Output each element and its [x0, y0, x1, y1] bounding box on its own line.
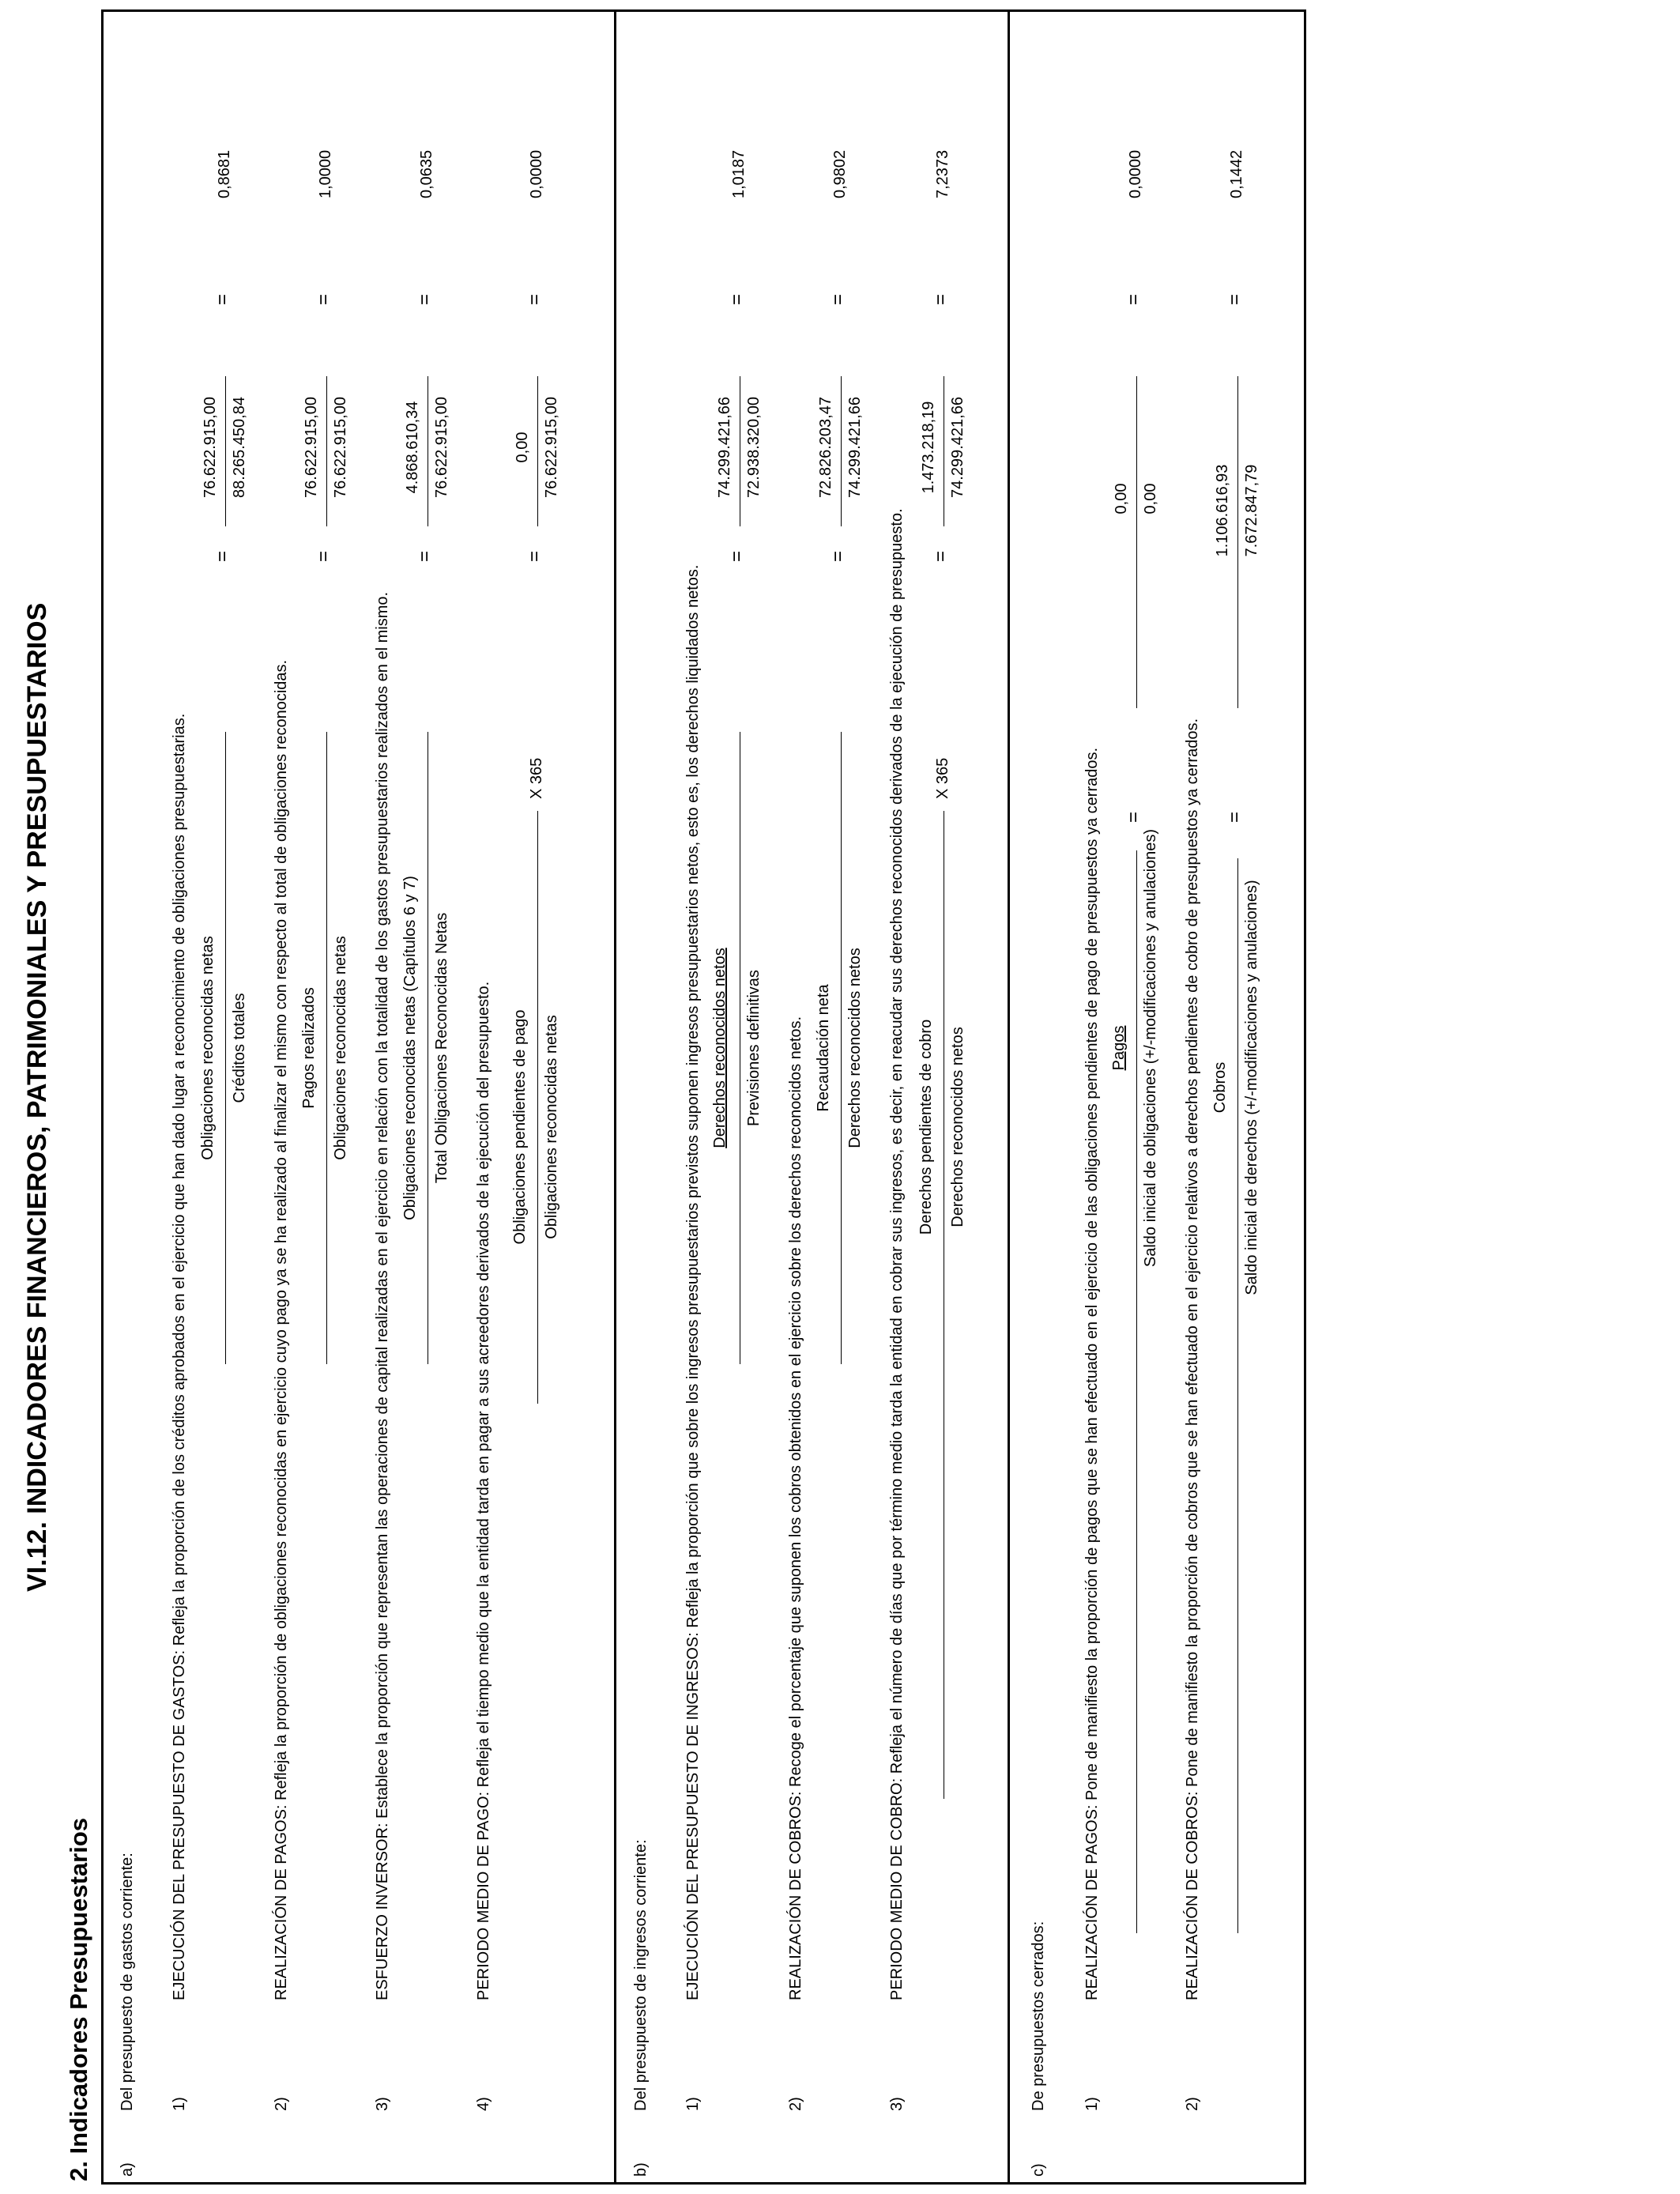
- item-b3-numerator-label: Derechos pendientes de cobro: [917, 1019, 935, 1235]
- item-c1-numerator-value: 0,00: [1113, 483, 1130, 515]
- item-a2-numerator-label: Pagos realizados: [300, 987, 318, 1109]
- section-divider-ab: [614, 9, 616, 2185]
- item-b2-numerator-label: Recaudación neta: [815, 984, 832, 1112]
- item-b2-number: 2): [787, 2097, 804, 2111]
- section-a-label: Del presupuesto de gastos corriente:: [119, 1853, 136, 2111]
- item-b2-equals-2: =: [827, 293, 849, 305]
- item-a1-fraction-bar: [225, 732, 226, 1364]
- item-a4-description: PERIODO MEDIO DE PAGO: Refleja el tiempo medio que la entidad tarda en pagar a sus acreedores derivados de la ejecución del presupuesto.: [475, 981, 492, 2000]
- item-a4-denominator-label: Obligaciones reconocidas netas: [543, 1015, 560, 1239]
- item-a1-equals-2: =: [212, 293, 233, 305]
- item-a1-numerator-value: 76.622.915,00: [202, 397, 219, 498]
- section-divider-bc: [1008, 9, 1010, 2185]
- page-title: VI.12. INDICADORES FINANCIEROS, PATRIMONIALES Y PRESUPUESTARIOS: [22, 602, 52, 1592]
- section-subtitle: 2. Indicadores Presupuestarios: [65, 1817, 92, 2181]
- item-a3-equals: =: [414, 550, 435, 562]
- item-a3-numerator-value: 4.868.610,34: [404, 401, 421, 494]
- item-c1-numerator-label: Pagos: [1110, 1025, 1128, 1071]
- item-a4-equals: =: [524, 550, 545, 562]
- item-a2-denominator-value: 76.622.915,00: [332, 397, 349, 498]
- item-a4-value-bar: [537, 376, 538, 526]
- item-c2-description: REALIZACIÓN DE COBROS: Pone de manifiesto la proporción de cobros que se han efectuado en el ejercicio relativos a derechos pendientes de cobro de presupuestos ya cerrados.: [1184, 718, 1201, 2000]
- item-c1-description: REALIZACIÓN DE PAGOS: Pone de manifiesto la proporción de pagos que se han efectuado en el ejercicio de las obligaciones pendientes de pago de presupuestos ya cerrados.: [1083, 747, 1101, 2000]
- item-b3-multiplier: X 365: [934, 757, 951, 799]
- item-c2-equals-2: =: [1224, 293, 1245, 305]
- item-b1-result: 1,0187: [730, 149, 748, 198]
- item-c1-number: 1): [1083, 2097, 1101, 2111]
- item-b1-equals: =: [726, 550, 748, 562]
- item-c2-numerator-value: 1.106.616,93: [1214, 464, 1231, 557]
- item-a2-fraction-bar: [326, 732, 327, 1364]
- item-a1-numerator-label: Obligaciones reconocidas netas: [199, 936, 217, 1160]
- item-a3-numerator-label: Obligaciones reconocidas netas (Capítulos 6 y 7): [401, 876, 419, 1220]
- item-b3-numerator-value: 1.473.218,19: [920, 401, 937, 494]
- item-a2-equals: =: [313, 550, 334, 562]
- item-c1-value-bar: [1136, 376, 1137, 708]
- item-c2-denominator-label: Saldo inicial de derechos (+/-modificaciones y anulaciones): [1243, 880, 1260, 1295]
- item-a2-denominator-label: Obligaciones reconocidas netas: [332, 936, 349, 1160]
- section-b-letter: b): [632, 2162, 650, 2177]
- item-c1-equals-2: =: [1123, 293, 1144, 305]
- item-c2-fraction-bar: [1237, 858, 1238, 1933]
- item-c1-equals: =: [1123, 811, 1144, 823]
- section-c-label: De presupuestos cerrados:: [1030, 1921, 1047, 2111]
- item-a4-fraction-bar: [537, 811, 538, 1404]
- item-b3-denominator-value: 74.299.421,66: [949, 397, 966, 498]
- item-b2-equals: =: [827, 550, 849, 562]
- item-a1-result: 0,8681: [216, 149, 233, 198]
- item-b2-numerator-value: 72.826.203,47: [817, 397, 834, 498]
- item-a3-result: 0,0635: [418, 149, 435, 198]
- item-c2-result: 0,1442: [1228, 149, 1245, 198]
- item-c2-equals: =: [1224, 811, 1245, 823]
- section-c-letter: c): [1030, 2163, 1047, 2177]
- item-b1-denominator-label: Previsiones definitivas: [745, 970, 763, 1126]
- item-c2-denominator-value: 7.672.847,79: [1243, 464, 1260, 557]
- item-b1-denominator-value: 72.938.320,00: [745, 397, 763, 498]
- item-a4-numerator-value: 0,00: [514, 432, 531, 463]
- item-c2-number: 2): [1184, 2097, 1201, 2111]
- item-b2-denominator-value: 74.299.421,66: [846, 397, 864, 498]
- item-b1-number: 1): [684, 2097, 702, 2111]
- item-a4-multiplier: X 365: [528, 757, 545, 799]
- item-a1-equals: =: [212, 550, 233, 562]
- item-b2-description: REALIZACIÓN DE COBROS: Recoge el porcentaje que suponen los cobros obtenidos en el ejercicio sobre los derechos reconocidos netos.: [787, 1016, 804, 2000]
- item-a1-denominator-label: Créditos totales: [231, 993, 248, 1103]
- item-a4-denominator-value: 76.622.915,00: [543, 397, 560, 498]
- item-a2-equals-2: =: [313, 293, 334, 305]
- item-a1-denominator-value: 88.265.450,84: [231, 397, 248, 498]
- item-a2-value-bar: [326, 376, 327, 526]
- item-a3-denominator-value: 76.622.915,00: [433, 397, 450, 498]
- item-b3-description: PERIODO MEDIO DE COBRO: Refleja el número de días que por término medio tarda la entidad en cobrar sus ingresos, es decir, en reacudar sus derechos reconocidos derivados de la ejecución de presupuesto.: [888, 508, 906, 2000]
- item-c1-denominator-value: 0,00: [1142, 483, 1159, 515]
- item-a3-description: ESFUERZO INVERSOR: Establece la proporción que representan las operaciones de capital realizadas en el ejercicio en relación con la totalidad de los gastos presupuestarios realizados en el mismo.: [374, 591, 391, 2000]
- section-b-label: Del presupuesto de ingresos corriente:: [632, 1839, 650, 2111]
- item-a1-value-bar: [225, 376, 226, 526]
- item-a3-equals-2: =: [414, 293, 435, 305]
- item-b1-equals-2: =: [726, 293, 748, 305]
- item-a4-equals-2: =: [524, 293, 545, 305]
- item-a1-description: EJECUCIÓN DEL PRESUPUESTO DE GASTOS: Refleja la proporción de los créditos aprobados en el ejercicio que han dado lugar a reconocimiento de obligaciones presupuestarias.: [171, 713, 188, 2000]
- item-b3-equals-2: =: [930, 293, 951, 305]
- item-a3-number: 3): [374, 2097, 391, 2111]
- item-a2-numerator-value: 76.622.915,00: [303, 397, 320, 498]
- item-b2-value-bar: [841, 376, 842, 526]
- item-c1-denominator-label: Saldo inicial de obligaciones (+/-modificaciones y anulaciones): [1142, 828, 1159, 1268]
- item-b2-result: 0,9802: [831, 149, 849, 198]
- item-b1-numerator-label: Derechos reconocidos netos: [711, 948, 729, 1148]
- item-a2-result: 1,0000: [317, 149, 334, 198]
- item-c1-result: 0,0000: [1127, 149, 1144, 198]
- item-b1-numerator-value: 74.299.421,66: [716, 397, 733, 498]
- item-a2-number: 2): [273, 2097, 290, 2111]
- item-c2-numerator-label: Cobros: [1211, 1061, 1229, 1114]
- item-a3-denominator-label: Total Obligaciones Reconocidas Netas: [433, 912, 450, 1184]
- item-b3-equals: =: [930, 550, 951, 562]
- item-b3-denominator-label: Derechos reconocidos netos: [949, 1027, 966, 1227]
- item-a4-number: 4): [475, 2097, 492, 2111]
- item-a4-numerator-label: Obligaciones pendientes de pago: [511, 1009, 529, 1245]
- item-b2-denominator-label: Derechos reconocidos netos: [846, 948, 864, 1148]
- item-b3-result: 7,2373: [934, 149, 951, 198]
- item-a4-result: 0,0000: [528, 149, 545, 198]
- item-c2-value-bar: [1237, 376, 1238, 708]
- item-c1-fraction-bar: [1136, 850, 1137, 1933]
- section-a-letter: a): [119, 2162, 136, 2177]
- item-b2-fraction-bar: [841, 732, 842, 1364]
- item-b1-description: EJECUCIÓN DEL PRESUPUESTO DE INGRESOS: Refleja la proporción que sobre los ingresos presupuestarios previstos suponen ingresos presupuestarios netos, esto es, los derechos liquidados netos.: [684, 564, 702, 2000]
- item-a2-description: REALIZACIÓN DE PAGOS: Refleja la proporción de obligaciones reconocidas en ejercicio cuyo pago ya se ha realizado al finalizar el mismo con respecto al total de obligaciones reconocidas.: [273, 659, 290, 2000]
- item-a1-number: 1): [171, 2097, 188, 2111]
- item-b3-number: 3): [888, 2097, 906, 2111]
